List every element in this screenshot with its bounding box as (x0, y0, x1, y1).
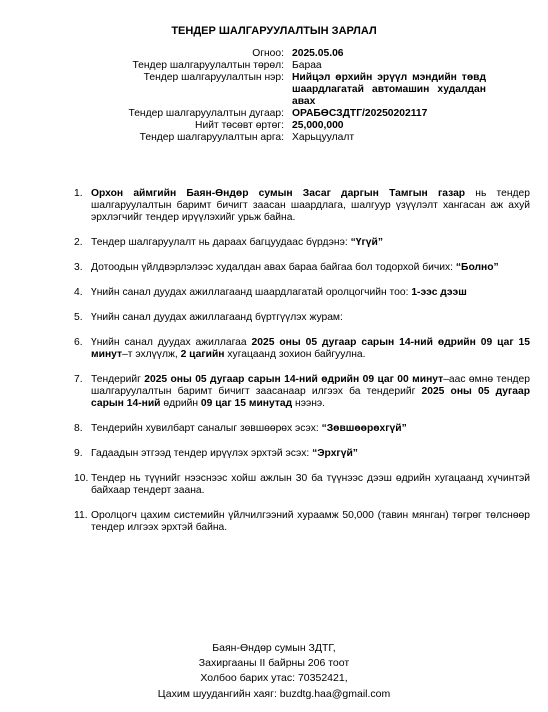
item-text (91, 312, 530, 324)
item-bold: “Зөвшөөрөхгүй” (321, 423, 407, 434)
method-value: Харьцуулалт (292, 132, 355, 143)
date-label: Огноо: (252, 48, 284, 59)
info-row-date (0, 48, 548, 60)
item-number: 4. (74, 287, 83, 298)
item-span: Тендер нь түүнийг нээснээс хойш ажлын 30 ба түүнээс дээш өдрийн хугацаанд хүчинтэй байхаар тендерт заана. (91, 473, 530, 496)
item-span: нь тендер шалгаруулалтын баримт бичигт заасан шаардлага, шалгуур үзүүлэлт хангасан аж ахуй эрхлэгчийг тендер ирүүлэхийг урьж байна. (91, 188, 530, 223)
item-text (91, 510, 530, 534)
type-value: Бараа (292, 60, 322, 71)
item-span: Тендер шалгаруулалт нь дараах багцуудаас бүрдэнэ: (91, 237, 351, 248)
item-span: Үнийн санал дуудах ажиллагаа (91, 337, 252, 348)
numbered-list (74, 188, 530, 547)
list-item (74, 448, 530, 460)
item-span: –аас өмнө тендер шалгаруулалтын баримт бичигт заасанаар илгээх ба тендерийг (91, 374, 530, 397)
item-text (91, 473, 530, 497)
item-bold: Орхон аймгийн Баян-Өндөр сумын Засаг даргын Тамгын газар (91, 188, 466, 199)
info-row-type (0, 60, 548, 72)
list-item (74, 312, 530, 324)
list-item (74, 423, 530, 435)
item-number: 6. (74, 337, 83, 348)
item-number: 2. (74, 237, 83, 248)
list-item (74, 287, 530, 299)
item-bold: 1-ээс дээш (411, 287, 467, 298)
item-text (91, 287, 530, 299)
item-span: хугацаанд зохион байгуулна. (224, 349, 366, 360)
tender-info-table (0, 48, 548, 144)
contact-footer (0, 641, 548, 702)
item-text (91, 188, 530, 224)
budget-value: 25,000,000 (292, 120, 344, 131)
item-bold: 2 цагийн (180, 349, 225, 360)
item-number: 3. (74, 262, 83, 273)
item-span: Дотоодын үйлдвэрлэлээс худалдан авах бараа байгаа бол тодорхой бичих: (91, 262, 456, 273)
item-bold: “Болно” (455, 262, 499, 273)
info-row-budget (0, 120, 548, 132)
item-number: 9. (74, 448, 83, 459)
document-title: ТЕНДЕР ШАЛГАРУУЛАЛТЫН ЗАРЛАЛ (171, 25, 377, 37)
item-span: нээнэ. (292, 398, 326, 409)
item-text (91, 448, 530, 460)
budget-label: Нийт төсөвт өртөг: (195, 120, 284, 131)
info-row-method (0, 132, 548, 144)
list-item (74, 337, 530, 361)
footer-address: Захиргааны II байрны 206 тоот (198, 657, 350, 670)
item-number: 7. (74, 374, 83, 385)
name-label: Тендер шалгаруулалтын нэр: (143, 72, 284, 83)
number-value: ОРАБӨСЗДТГ/20250202117 (292, 108, 428, 119)
item-span: Гадаадын этгээд тендер ирүүлэх эрхтэй эсэх: (91, 448, 313, 459)
date-value: 2025.05.06 (292, 48, 344, 59)
method-label: Тендер шалгаруулалтын арга: (139, 132, 284, 143)
type-label: Тендер шалгаруулалтын төрөл: (132, 60, 284, 71)
list-item (74, 473, 530, 497)
item-bold: 09 цаг 15 минутад (200, 398, 293, 409)
item-text (91, 337, 530, 361)
footer-organization: Баян-Өндөр сумын ЗДТГ, (212, 642, 336, 654)
item-bold: 2025 оны 05 дугаар сарын 14-ний (91, 386, 530, 409)
item-number: 1. (74, 188, 83, 199)
list-item (74, 188, 530, 224)
list-item (74, 237, 530, 249)
item-number: 11. (74, 510, 88, 521)
item-span: –т эхлүүлж, (122, 349, 181, 360)
item-bold: “Эрхгүй” (312, 448, 358, 459)
list-item (74, 374, 530, 410)
item-span: өдрийн (160, 398, 201, 409)
item-text (91, 423, 530, 435)
list-item (74, 262, 530, 274)
item-bold: 2025 оны 05 дугаар сарын 14-ний өдрийн 09 цаг 15 минут (91, 337, 530, 360)
item-number: 8. (74, 423, 83, 434)
item-span: Тендерийг (91, 374, 145, 385)
item-text (91, 374, 530, 410)
item-span: Үнийн санал дуудах ажиллагаанд бүртгүүлэх журам: (91, 312, 343, 323)
item-span: Тендерийн хувилбарт саналыг зөвшөөрөх эсэх: (91, 423, 322, 434)
item-number: 5. (74, 312, 83, 323)
name-value: Нийцэл өрхийн эрүүл мэндийн төвд шаардлагатай автомашин худалдан авах (292, 72, 486, 107)
item-number: 10. (74, 473, 89, 484)
item-text (91, 237, 530, 249)
item-span: Үнийн санал дуудах ажиллагаанд шаардлагатай оролцогчийн тоо: (91, 287, 412, 298)
item-bold: “Үгүй” (350, 237, 383, 248)
footer-phone: Холбоо барих утас: 70352421, (200, 672, 348, 685)
list-item (74, 510, 530, 534)
footer-email: Цахим шуудангийн хаяг: buzdtg.haa@gmail.com (157, 687, 391, 700)
item-bold: 2025 оны 05 дугаар сарын 14-ний өдрийн 09 цаг 00 минут (144, 374, 444, 385)
number-label: Тендер шалгаруулалтын дугаар: (128, 108, 284, 119)
item-span: Оролцогч цахим системийн үйлчилгээний хураамж 50,000 (тавин мянган) төгрөг төлснөөр тендер илгээх эрхтэй байна. (91, 510, 530, 533)
info-row-number (0, 108, 548, 120)
item-text (91, 262, 530, 274)
info-row-name (0, 72, 548, 108)
